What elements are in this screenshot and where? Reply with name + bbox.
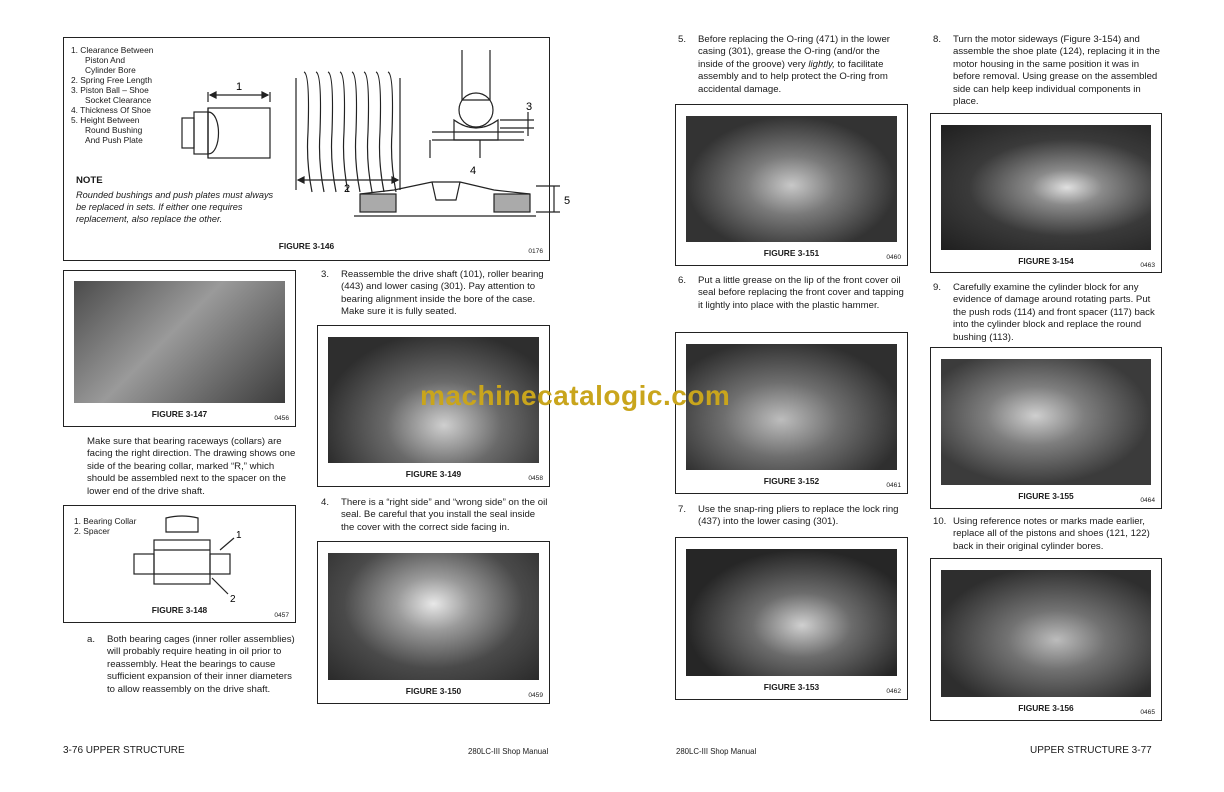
figure-caption: FIGURE 3-147 bbox=[151, 409, 208, 419]
figure-caption: FIGURE 3-155 bbox=[1018, 491, 1074, 501]
photo-shoe-plate bbox=[941, 125, 1151, 250]
step-text: There is a “right side” and “wrong side” on the oil seal. Be careful that you install the seal inside the cover with the correct side facing in. bbox=[341, 497, 548, 533]
step-number: 9. bbox=[933, 282, 942, 293]
note-body: Rounded bushings and push plates must always be replaced in sets. If either one requires replacement, also replace the other. bbox=[76, 190, 274, 224]
photo-o-ring bbox=[686, 116, 897, 242]
photo-snap-ring bbox=[686, 549, 897, 676]
figure-code: 0457 bbox=[274, 612, 289, 619]
step-text: Using reference notes or marks made earlier, replace all of the pistons and shoes (121, 122) back in their original cylinder bores. bbox=[953, 516, 1150, 552]
legend-item: And Push Plate bbox=[85, 135, 143, 145]
footer-right-page-manual: 280LC-III Shop Manual bbox=[676, 747, 757, 756]
step-text-part: Before replacing the O-ring (471) in the lower casing (301), grease the O-ring (and/or the inside of the groove) very bbox=[698, 34, 890, 70]
legend-item: Round Bushing bbox=[85, 125, 143, 135]
callout-1: 1 bbox=[236, 530, 242, 541]
figure-code: 0460 bbox=[886, 254, 901, 261]
footer-left-page-section: 3-76 UPPER STRUCTURE bbox=[63, 745, 185, 756]
figure-code: 0464 bbox=[1140, 497, 1155, 504]
figure-3-155 bbox=[930, 347, 1162, 509]
callout-1: 1 bbox=[236, 81, 243, 93]
figure-code: 0465 bbox=[1140, 709, 1155, 716]
callout-2: 2 bbox=[230, 594, 236, 605]
legend-item: Socket Clearance bbox=[85, 95, 152, 105]
figure-caption: FIGURE 3-149 bbox=[405, 469, 462, 479]
legend-item: 1. Bearing Collar bbox=[74, 516, 137, 526]
step-text: Use the snap-ring pliers to replace the lock ring (437) into the lower casing (301). bbox=[698, 504, 899, 528]
bearing-collar-drawing bbox=[124, 510, 244, 605]
figure-3-147 bbox=[63, 270, 296, 427]
paragraph-bearing-raceways bbox=[87, 436, 297, 498]
figure-3-156 bbox=[930, 558, 1162, 721]
step-text-part: to facilitate assembly and to help protect the O-ring from accidental damage. bbox=[698, 58, 888, 95]
step-text-emphasis: lightly, bbox=[808, 58, 835, 70]
figure-code: 0176 bbox=[528, 248, 543, 255]
figure-code: 0459 bbox=[528, 692, 543, 699]
footer-left-page-manual: 280LC-III Shop Manual bbox=[468, 747, 549, 756]
figure-3-152 bbox=[675, 332, 908, 494]
figure-code: 0463 bbox=[1140, 262, 1155, 269]
footer-right-page-section: UPPER STRUCTURE 3-77 bbox=[1030, 745, 1152, 756]
callout-2: 2 bbox=[344, 183, 351, 195]
figure-caption: FIGURE 3-151 bbox=[763, 248, 820, 258]
figure-3-153 bbox=[675, 537, 908, 700]
step-text: Reassemble the drive shaft (101), roller bearing (443) and lower casing (301). Pay attention to bearing alignment inside the bore of the case. Make sure it is fully seated. bbox=[341, 269, 544, 318]
step-number: 6. bbox=[678, 275, 687, 286]
watermark: machinecatalogic.com bbox=[420, 380, 731, 411]
step-number: 8. bbox=[933, 34, 942, 45]
photo-oil-seal bbox=[328, 553, 539, 680]
step-text bbox=[698, 34, 904, 96]
figure-caption: FIGURE 3-154 bbox=[1018, 256, 1074, 266]
photo-pistons-shoes bbox=[941, 570, 1151, 697]
step-number: 7. bbox=[678, 504, 687, 515]
step-text: Both bearing cages (inner roller assemblies) will probably require heating in oil prior to reassembly. Heat the bearings to cause sufficient expansion of their inner diameters to allow reassembly on the drive shaft. bbox=[107, 634, 295, 695]
figure-3-146 bbox=[63, 37, 571, 261]
figure-3-148 bbox=[63, 505, 296, 623]
photo-cylinder-block bbox=[941, 359, 1151, 485]
legend-item: 3. Piston Ball – Shoe bbox=[71, 85, 149, 95]
step-number: a. bbox=[87, 634, 96, 645]
figure-code: 0458 bbox=[528, 475, 543, 482]
figure-code: 0461 bbox=[886, 482, 901, 489]
figure-caption: FIGURE 3-153 bbox=[763, 682, 820, 692]
step-number: 4. bbox=[321, 497, 330, 508]
step-text: Carefully examine the cylinder block for any evidence of damage around rotating parts. Put the push rods (114) and front spacer (117) back into the cylinder block and replace the round bushing (113). bbox=[953, 282, 1155, 343]
step-text: Put a little grease on the lip of the front cover oil seal before replacing the front cover and tapping it lightly into place with the plastic hammer. bbox=[698, 275, 904, 311]
figure-3-150 bbox=[317, 541, 550, 704]
figure-caption: FIGURE 3-156 bbox=[1018, 703, 1074, 713]
legend-item: Cylinder Bore bbox=[85, 65, 136, 75]
step-text: Turn the motor sideways (Figure 3-154) and assemble the shoe plate (124), replacing it in the motor housing in the same position it was in before removal. Using grease on the assembled side can help keep individual components in place. bbox=[953, 34, 1160, 108]
legend-item: 4. Thickness Of Shoe bbox=[71, 105, 151, 115]
figure-caption: FIGURE 3-148 bbox=[151, 605, 208, 615]
paragraph-text: Make sure that bearing raceways (collars) are facing the right direction. The drawing shows one side of the bearing collar, marked “R,” which should be assembled next to the spacer on the lower end of the drive shaft. bbox=[87, 436, 296, 497]
figure-3-151 bbox=[675, 104, 908, 266]
figure-caption: FIGURE 3-146 bbox=[278, 241, 335, 251]
figure-caption: FIGURE 3-150 bbox=[405, 686, 462, 696]
note-title: NOTE bbox=[76, 175, 103, 186]
step-number: 5. bbox=[678, 34, 687, 45]
figure-code: 0462 bbox=[886, 688, 901, 695]
callout-4: 4 bbox=[470, 165, 477, 177]
step-number: 3. bbox=[321, 269, 330, 280]
figure-3-154 bbox=[930, 113, 1162, 273]
callout-3: 3 bbox=[526, 101, 533, 113]
figure-caption: FIGURE 3-152 bbox=[763, 476, 820, 486]
legend-item: 2. Spacer bbox=[74, 526, 110, 536]
callout-5: 5 bbox=[564, 195, 571, 207]
photo-drive-shaft-bearing bbox=[74, 281, 285, 403]
legend-item: 5. Height Between bbox=[71, 115, 140, 125]
legend-item: 1. Clearance Between bbox=[71, 45, 154, 55]
step-number: 10. bbox=[933, 516, 947, 527]
legend-item: Piston And bbox=[85, 55, 126, 65]
legend-item: 2. Spring Free Length bbox=[71, 75, 153, 85]
figure-code: 0456 bbox=[274, 415, 289, 422]
